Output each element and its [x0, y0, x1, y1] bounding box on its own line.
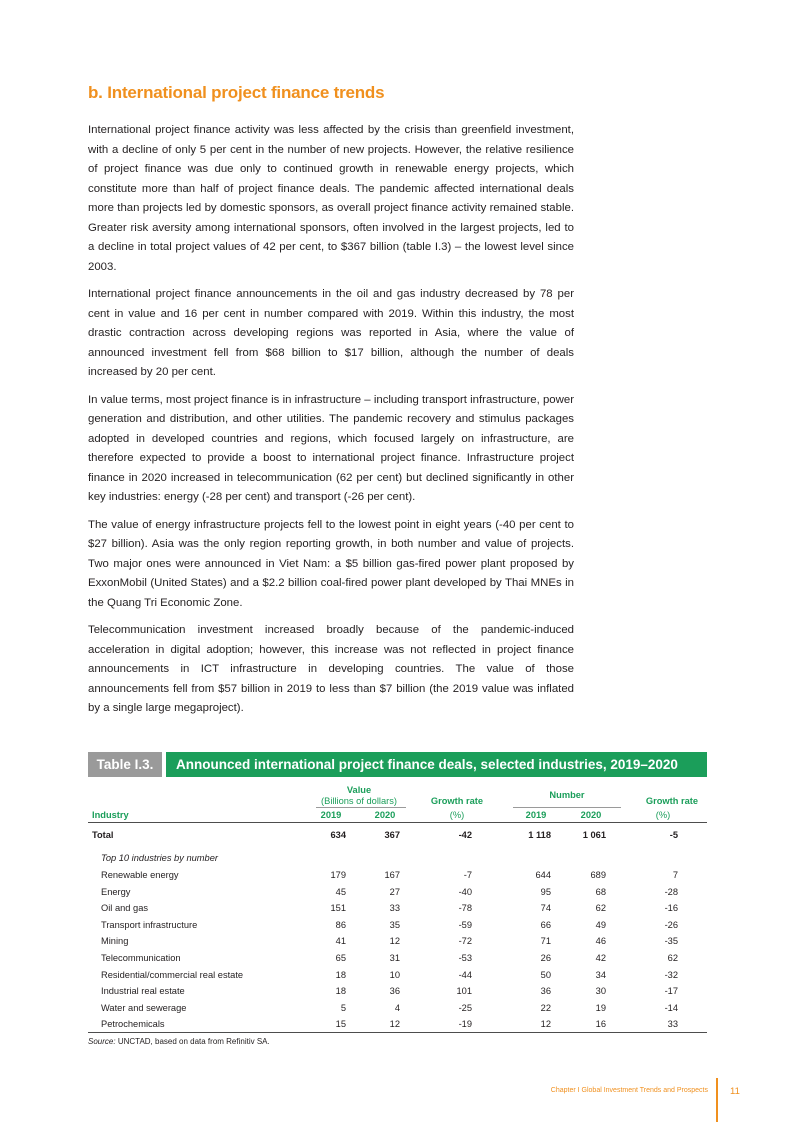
cell-value-2020: 36 — [389, 986, 400, 997]
cell-number-2020: 689 — [590, 870, 606, 880]
value-group-header — [316, 785, 402, 807]
cell-number-2020: 62 — [595, 903, 606, 914]
cell-number-2020: 19 — [595, 1002, 606, 1013]
table-row — [88, 933, 707, 949]
paragraph: International project finance announcements in the oil and gas industry decreased by 78 per cent in value and 16 per cent in number compared with 2019. Within this industry, the most drastic contraction across developing regions was reported in Asia, where the value of announced investment fell from $68 billion to $17 billion, although the number of deals increased by 20 per cent. — [88, 288, 574, 378]
cell-value-growth: -7 — [463, 870, 472, 880]
source-label: Source: — [88, 1037, 116, 1046]
cell-value-2020: 33 — [389, 903, 400, 914]
cell-value-2020: 31 — [389, 953, 400, 963]
cell-number-2019: 1 118 — [528, 830, 551, 840]
col-value-growth-unit: (%) — [449, 810, 465, 820]
cell-industry: Renewable energy — [101, 870, 179, 880]
table-row — [88, 983, 707, 999]
col-number-2020: 2020 — [580, 810, 602, 820]
cell-number-2019: 74 — [540, 903, 551, 914]
cell-value-growth: -59 — [458, 919, 472, 930]
footer-divider — [716, 1078, 718, 1122]
cell-value-growth: -19 — [458, 1019, 472, 1030]
cell-number-growth: 7 — [672, 870, 678, 880]
table-row — [88, 884, 707, 900]
cell-number-growth: 33 — [667, 1019, 678, 1030]
paragraph: The value of energy infrastructure projects fell to the lowest point in eight years (-40 per cent to $27 billion). Asia was the only region reporting growth, in both number and value of projects. Two major ones were announced in Viet Nam: a $5 billion gas-fired power plant proposed by ExxonMobil (United States) and a $2.2 billion coal-fired power plant developed by Thai MNEs in the Quang Tri Economic Zone. — [88, 518, 574, 609]
section-heading: b. International project finance trends — [88, 83, 385, 102]
source-text: UNCTAD, based on data from Refinitiv SA. — [117, 1037, 270, 1046]
cell-industry: Energy — [101, 886, 131, 897]
table-caption — [88, 752, 707, 777]
cell-number-2020: 46 — [595, 936, 606, 947]
value-group-label: Value — [346, 785, 372, 795]
cell-number-growth: 62 — [667, 953, 678, 963]
cell-value-2019: 179 — [330, 870, 346, 880]
paragraph: Telecommunication investment increased broadly because of the pandemic-induced acceleration in digital adoption; however, this increase was not reflected in project finance announcements in ICT infrastructure in developing countries. The value of those announcements fell from $57 billion in 2019 to less than $7 billion (the 2019 value was inflated by a single large megaproject). — [88, 624, 574, 714]
cell-value-growth: 101 — [456, 986, 472, 997]
cell-industry: Residential/commercial real estate — [101, 969, 244, 980]
cell-number-2019: 26 — [540, 953, 551, 963]
cell-value-2019: 41 — [335, 936, 346, 947]
cell-number-growth: -28 — [664, 886, 678, 897]
cell-number-2020: 42 — [595, 953, 606, 963]
value-unit-label: (Billions of dollars) — [321, 796, 397, 806]
table-source — [88, 1037, 270, 1046]
cell-number-2019: 50 — [540, 969, 551, 980]
table-row — [88, 967, 707, 983]
col-value-2019: 2019 — [320, 810, 342, 820]
cell-industry: Petrochemicals — [101, 1019, 165, 1030]
cell-number-2020: 30 — [595, 986, 606, 997]
table-row — [88, 867, 707, 883]
cell-number-2019: 66 — [540, 919, 551, 930]
cell-value-2019: 15 — [335, 1019, 346, 1030]
cell-number-2020: 68 — [595, 886, 606, 897]
cell-number-growth: -32 — [664, 969, 678, 980]
cell-number-2020: 16 — [595, 1019, 606, 1030]
subheading-label: Top 10 industries by number — [101, 853, 218, 863]
cell-number-2019: 95 — [540, 886, 551, 897]
cell-industry: Industrial real estate — [101, 986, 185, 997]
footer-chapter: Chapter I Global Investment Trends and Prospects — [550, 1087, 708, 1094]
cell-number-growth: -17 — [664, 986, 678, 997]
cell-value-2019: 5 — [340, 1002, 346, 1013]
table-row — [88, 950, 707, 966]
cell-industry: Mining — [101, 936, 129, 947]
cell-value-growth: -44 — [458, 969, 472, 980]
cell-value-growth: -42 — [458, 830, 472, 840]
cell-value-2020: 12 — [389, 1019, 400, 1030]
col-industry: Industry — [92, 810, 129, 820]
cell-number-2020: 49 — [595, 919, 606, 930]
cell-value-2020: 35 — [389, 919, 400, 930]
page-number: 11 — [730, 1086, 740, 1097]
cell-number-growth: -26 — [664, 919, 678, 930]
cell-value-2020: 4 — [394, 1002, 400, 1013]
paragraph: International project finance activity was less affected by the crisis than greenfield investment, with a decline of only 5 per cent in the number of new projects. However, the relative resilience of project finance was due only to continued growth in renewable energy projects, which constitute more than half of project finance deals. The pandemic affected international deals more than projects led by domestic sponsors, as overall project finance activity remained stable. Greater risk aversity among international sponsors, often involved in the largest projects, led to a decline in total project values of 42 per cent, to $367 billion (table I.3) – the lowest level since 2003. — [88, 124, 574, 273]
cell-value-2020: 12 — [389, 936, 400, 947]
table-row — [88, 917, 707, 933]
cell-industry: Oil and gas — [101, 903, 149, 914]
cell-value-2019: 18 — [335, 969, 346, 980]
table-subheading — [88, 850, 707, 866]
cell-number-2019: 644 — [535, 870, 551, 880]
cell-number-growth: -16 — [664, 903, 678, 914]
cell-value-2019: 45 — [335, 886, 346, 897]
table-row-total — [88, 827, 707, 843]
body-text — [88, 121, 574, 727]
cell-value-2020: 167 — [384, 870, 400, 880]
cell-number-2019: 71 — [540, 936, 551, 947]
col-value-2020: 2020 — [374, 810, 396, 820]
cell-value-growth: -25 — [458, 1002, 472, 1013]
cell-number-growth: -5 — [669, 830, 678, 840]
cell-number-2020: 1 061 — [582, 830, 606, 840]
cell-number-growth: -14 — [664, 1002, 678, 1013]
cell-industry: Telecommunication — [101, 953, 181, 963]
table-title: Announced international project finance deals, selected industries, 2019–2020 — [166, 752, 707, 777]
cell-value-growth: -78 — [458, 903, 472, 914]
table-row — [88, 1016, 707, 1032]
cell-value-2020: 10 — [389, 969, 400, 980]
cell-value-2019: 65 — [335, 953, 346, 963]
cell-industry: Water and sewerage — [101, 1002, 187, 1013]
cell-industry: Total — [92, 830, 114, 840]
cell-number-2019: 36 — [540, 986, 551, 997]
cell-value-2019: 634 — [330, 830, 346, 840]
table-label: Table I.3. — [88, 752, 162, 777]
cell-value-growth: -53 — [458, 953, 472, 963]
cell-value-2020: 27 — [389, 886, 400, 897]
cell-value-2019: 86 — [335, 919, 346, 930]
cell-number-growth: -35 — [664, 936, 678, 947]
paragraph: In value terms, most project finance is in infrastructure – including transport infrastructure, power generation and distribution, and other utilities. The pandemic recovery and stimulus packages adopted in developed countries and regions, which focused largely on infrastructure, are therefore expected to provide a boost to international project finance. Infrastructure project finance in 2020 increased in telecommunication (62 per cent) but declined significantly in other key industries: energy (-28 per cent) and transport (-26 per cent). — [88, 393, 574, 503]
cell-number-2020: 34 — [595, 969, 606, 980]
cell-number-2019: 12 — [540, 1019, 551, 1030]
number-group-header: Number — [549, 790, 585, 800]
cell-value-2019: 18 — [335, 986, 346, 997]
number-growth-header: Growth rate — [645, 796, 699, 806]
cell-value-2020: 367 — [384, 830, 400, 840]
col-number-growth-unit: (%) — [655, 810, 671, 820]
table-row — [88, 900, 707, 916]
cell-number-2019: 22 — [540, 1002, 551, 1013]
col-number-2019: 2019 — [525, 810, 547, 820]
cell-value-growth: -72 — [458, 936, 472, 947]
cell-value-2019: 151 — [330, 903, 346, 914]
cell-value-growth: -40 — [458, 886, 472, 897]
cell-industry: Transport infrastructure — [101, 919, 198, 930]
value-growth-header: Growth rate — [430, 796, 484, 806]
table-row — [88, 1000, 707, 1016]
